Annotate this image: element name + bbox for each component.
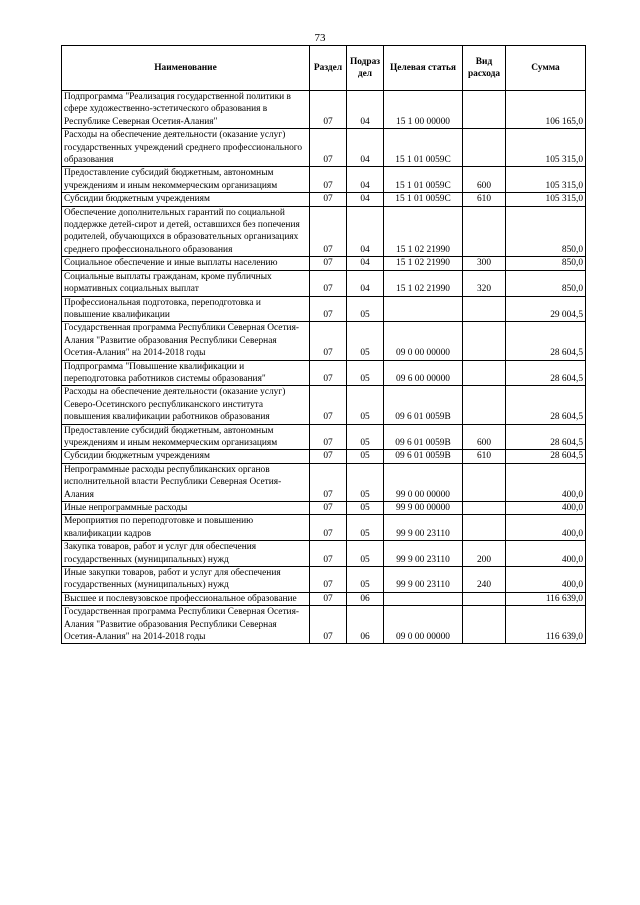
cell-target: 15 1 01 0059С	[384, 129, 463, 167]
cell-section: 07	[310, 541, 347, 567]
cell-subsection: 04	[347, 129, 384, 167]
table-row	[62, 606, 586, 644]
cell-amount: 29 004,5	[506, 296, 586, 322]
cell-subsection: 05	[347, 424, 384, 450]
cell-amount: 116 639,0	[506, 592, 586, 605]
cell-expense-type	[463, 515, 506, 541]
cell-amount: 400,0	[506, 463, 586, 501]
cell-target: 99 9 00 23110	[384, 515, 463, 541]
cell-subsection: 05	[347, 322, 384, 360]
cell-section: 07	[310, 515, 347, 541]
cell-section: 07	[310, 322, 347, 360]
cell-expense-type	[463, 386, 506, 424]
cell-expense-type: 600	[463, 424, 506, 450]
cell-name: Высшее и послевузовское профессиональное образование	[62, 592, 310, 605]
cell-amount: 105 315,0	[506, 193, 586, 206]
cell-amount: 28 604,5	[506, 450, 586, 463]
cell-target: 15 1 02 21990	[384, 257, 463, 270]
cell-section: 07	[310, 360, 347, 386]
cell-subsection: 05	[347, 450, 384, 463]
cell-target: 09 6 01 0059В	[384, 386, 463, 424]
cell-subsection: 04	[347, 167, 384, 193]
cell-subsection: 04	[347, 206, 384, 257]
cell-section: 07	[310, 463, 347, 501]
cell-amount: 116 639,0	[506, 606, 586, 644]
cell-subsection: 05	[347, 296, 384, 322]
table-row	[62, 91, 586, 129]
table-row	[62, 296, 586, 322]
cell-name: Государственная программа Республики Северная Осетия-Алания "Развитие образования Республики Северная Осетия-Алания" на 2014-2018 годы	[62, 606, 310, 644]
cell-section: 07	[310, 592, 347, 605]
cell-expense-type	[463, 129, 506, 167]
cell-target	[384, 592, 463, 605]
header-target: Целевая статья	[384, 46, 463, 91]
cell-subsection: 05	[347, 567, 384, 593]
cell-target: 15 1 00 00000	[384, 91, 463, 129]
table-row	[62, 515, 586, 541]
header-amount: Сумма	[506, 46, 586, 91]
cell-expense-type: 610	[463, 450, 506, 463]
cell-amount: 400,0	[506, 502, 586, 515]
table-header-row	[62, 46, 586, 91]
table-row	[62, 450, 586, 463]
cell-expense-type	[463, 606, 506, 644]
header-section: Раздел	[310, 46, 347, 91]
cell-name: Подпрограмма "Повышение квалификации и переподготовка работников системы образования"	[62, 360, 310, 386]
header-name: Наименование	[62, 46, 310, 91]
table-row	[62, 322, 586, 360]
table-row	[62, 206, 586, 257]
cell-expense-type	[463, 360, 506, 386]
page-number: 73	[314, 32, 326, 44]
cell-subsection: 05	[347, 502, 384, 515]
cell-amount: 850,0	[506, 206, 586, 257]
budget-table	[61, 45, 586, 644]
cell-target: 15 1 01 0059С	[384, 167, 463, 193]
table-row	[62, 592, 586, 605]
cell-amount: 400,0	[506, 567, 586, 593]
cell-target: 09 0 00 00000	[384, 606, 463, 644]
cell-name: Предоставление субсидий бюджетным, автономным учреждениям и иным некоммерческим организациям	[62, 167, 310, 193]
cell-expense-type	[463, 206, 506, 257]
cell-expense-type	[463, 463, 506, 501]
cell-amount: 850,0	[506, 257, 586, 270]
cell-name: Иные непрограммные расходы	[62, 502, 310, 515]
cell-amount: 28 604,5	[506, 386, 586, 424]
table-row	[62, 129, 586, 167]
cell-target: 99 9 00 23110	[384, 541, 463, 567]
cell-expense-type: 610	[463, 193, 506, 206]
cell-amount: 28 604,5	[506, 424, 586, 450]
cell-subsection: 06	[347, 606, 384, 644]
cell-section: 07	[310, 450, 347, 463]
cell-amount: 28 604,5	[506, 322, 586, 360]
cell-section: 07	[310, 91, 347, 129]
cell-target: 99 9 00 00000	[384, 502, 463, 515]
table-row	[62, 193, 586, 206]
cell-subsection: 05	[347, 463, 384, 501]
cell-amount: 400,0	[506, 541, 586, 567]
cell-section: 07	[310, 257, 347, 270]
table-row	[62, 360, 586, 386]
cell-amount: 850,0	[506, 270, 586, 296]
cell-expense-type	[463, 502, 506, 515]
cell-name: Субсидии бюджетным учреждениям	[62, 450, 310, 463]
cell-amount: 105 315,0	[506, 129, 586, 167]
cell-subsection: 04	[347, 91, 384, 129]
cell-name: Субсидии бюджетным учреждениям	[62, 193, 310, 206]
cell-name: Непрограммные расходы республиканских органов исполнительной власти Республики Северная Осетия-Алания	[62, 463, 310, 501]
table-row	[62, 502, 586, 515]
cell-expense-type	[463, 592, 506, 605]
cell-section: 07	[310, 502, 347, 515]
cell-target: 09 6 01 0059В	[384, 424, 463, 450]
cell-name: Государственная программа Республики Северная Осетия-Алания "Развитие образования Республики Северная Осетия-Алания" на 2014-2018 годы	[62, 322, 310, 360]
cell-amount: 400,0	[506, 515, 586, 541]
table-row	[62, 541, 586, 567]
cell-section: 07	[310, 193, 347, 206]
table-row	[62, 270, 586, 296]
cell-subsection: 04	[347, 270, 384, 296]
table-row	[62, 424, 586, 450]
table-row	[62, 257, 586, 270]
table-row	[62, 386, 586, 424]
cell-expense-type: 240	[463, 567, 506, 593]
cell-target: 15 1 02 21990	[384, 270, 463, 296]
cell-name: Социальные выплаты гражданам, кроме публичных нормативных социальных выплат	[62, 270, 310, 296]
cell-target: 09 6 01 0059В	[384, 450, 463, 463]
cell-subsection: 04	[347, 193, 384, 206]
cell-section: 07	[310, 606, 347, 644]
cell-expense-type: 300	[463, 257, 506, 270]
cell-target: 99 9 00 23110	[384, 567, 463, 593]
cell-subsection: 05	[347, 386, 384, 424]
cell-subsection: 05	[347, 515, 384, 541]
cell-name: Расходы на обеспечение деятельности (оказание услуг) Северо-Осетинского республиканского института повышения квалификации работников образования	[62, 386, 310, 424]
table-row	[62, 567, 586, 593]
cell-expense-type: 320	[463, 270, 506, 296]
cell-name: Расходы на обеспечение деятельности (оказание услуг) государственных учреждений среднего профессионального образования	[62, 129, 310, 167]
cell-name: Иные закупки товаров, работ и услуг для обеспечения государственных (муниципальных) нужд	[62, 567, 310, 593]
table-row	[62, 167, 586, 193]
cell-expense-type: 200	[463, 541, 506, 567]
cell-section: 07	[310, 167, 347, 193]
cell-name: Мероприятия по переподготовке и повышению квалификации кадров	[62, 515, 310, 541]
cell-section: 07	[310, 206, 347, 257]
cell-subsection: 06	[347, 592, 384, 605]
cell-section: 07	[310, 270, 347, 296]
cell-section: 07	[310, 296, 347, 322]
cell-name: Обеспечение дополнительных гарантий по социальной поддержке детей-сирот и детей, оставшихся без попечения родителей, обучающихся в образовательных организациях среднего профессионального образования	[62, 206, 310, 257]
cell-name: Закупка товаров, работ и услуг для обеспечения государственных (муниципальных) нужд	[62, 541, 310, 567]
cell-amount: 106 165,0	[506, 91, 586, 129]
cell-name: Социальное обеспечение и иные выплаты населению	[62, 257, 310, 270]
cell-target	[384, 296, 463, 322]
cell-target: 99 0 00 00000	[384, 463, 463, 501]
cell-name: Предоставление субсидий бюджетным, автономным учреждениям и иным некоммерческим организациям	[62, 424, 310, 450]
cell-target: 09 6 00 00000	[384, 360, 463, 386]
header-subsection: Подраз дел	[347, 46, 384, 91]
cell-subsection: 05	[347, 360, 384, 386]
cell-section: 07	[310, 386, 347, 424]
cell-section: 07	[310, 567, 347, 593]
cell-expense-type	[463, 322, 506, 360]
cell-amount: 28 604,5	[506, 360, 586, 386]
cell-section: 07	[310, 424, 347, 450]
cell-subsection: 04	[347, 257, 384, 270]
cell-name: Профессиональная подготовка, переподготовка и повышение квалификации	[62, 296, 310, 322]
cell-target: 15 1 02 21990	[384, 206, 463, 257]
table-row	[62, 463, 586, 501]
cell-target: 15 1 01 0059С	[384, 193, 463, 206]
cell-subsection: 05	[347, 541, 384, 567]
cell-target: 09 0 00 00000	[384, 322, 463, 360]
cell-name: Подпрограмма "Реализация государственной политики в сфере художественно-эстетического образования в Республике Северная Осетия-Алания"	[62, 91, 310, 129]
header-expense-type: Вид расхода	[463, 46, 506, 91]
cell-expense-type	[463, 91, 506, 129]
cell-expense-type	[463, 296, 506, 322]
cell-section: 07	[310, 129, 347, 167]
cell-expense-type: 600	[463, 167, 506, 193]
cell-amount: 105 315,0	[506, 167, 586, 193]
